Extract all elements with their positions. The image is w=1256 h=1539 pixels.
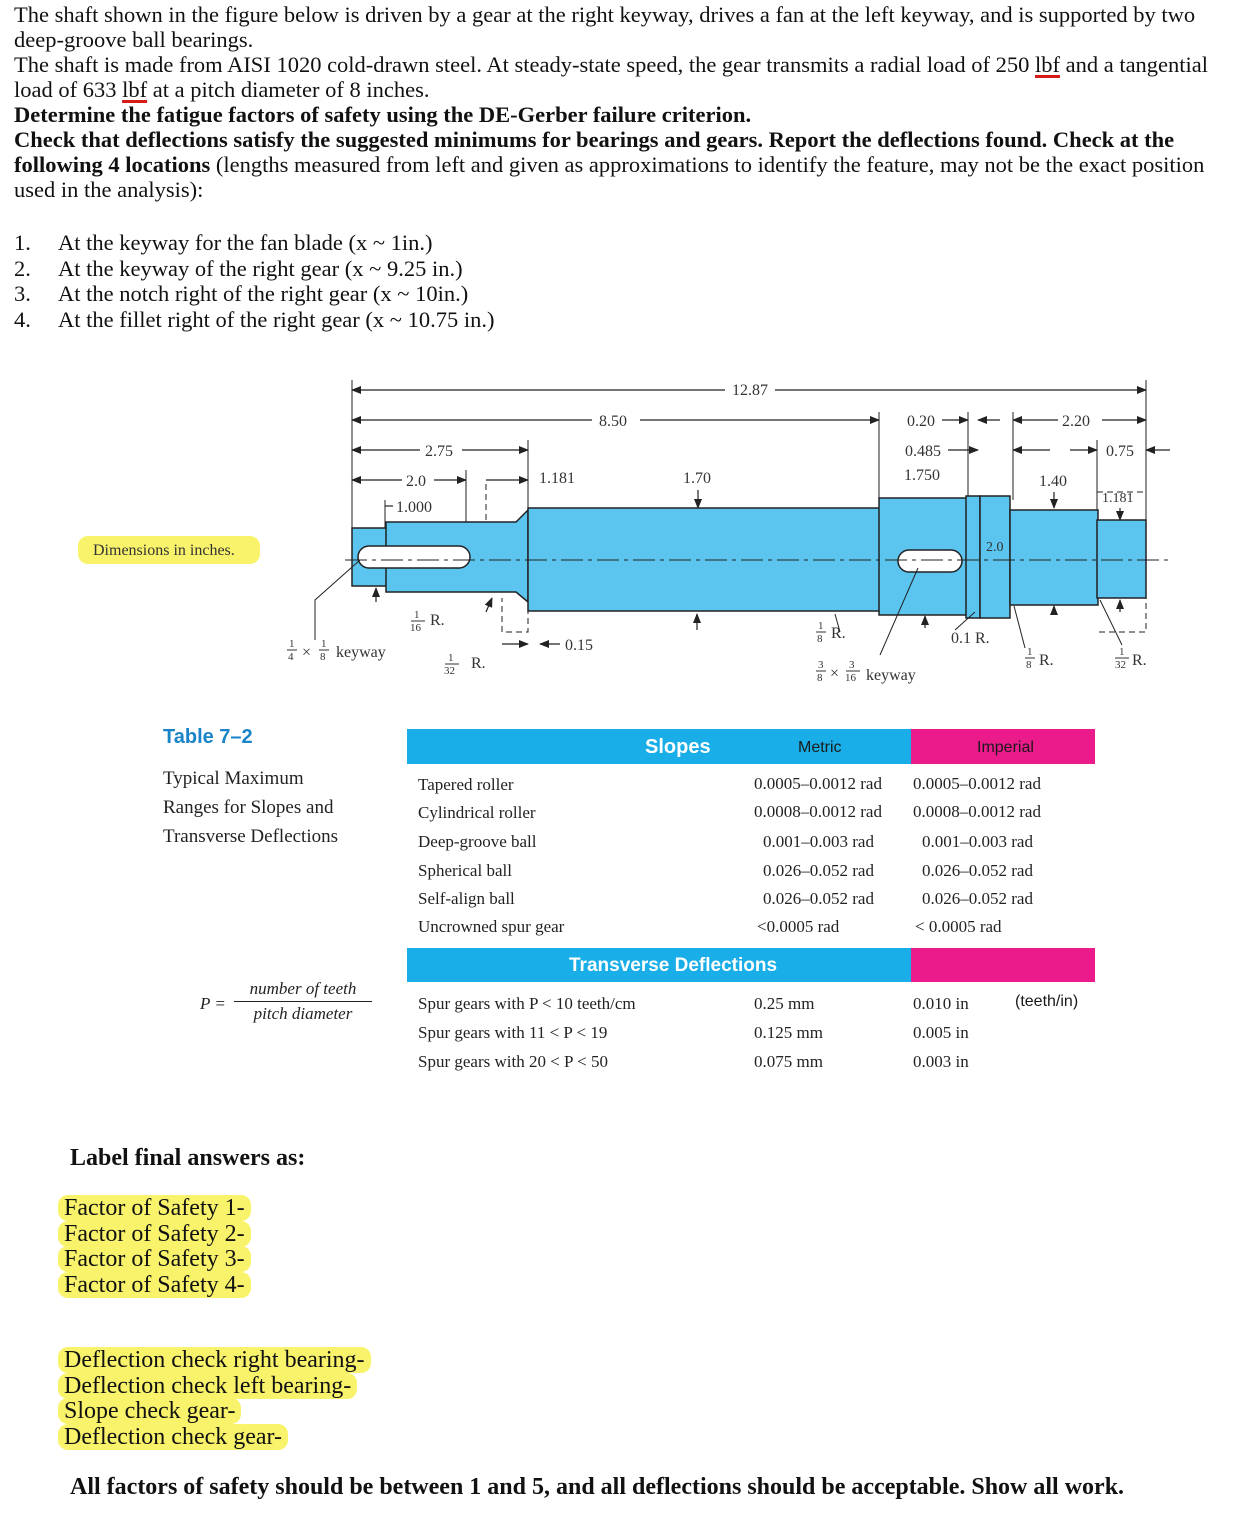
- label-final-answers: Label final answers as:: [70, 1145, 306, 1171]
- times-sign: ×: [830, 665, 840, 682]
- deflections-header: Transverse Deflections: [569, 955, 778, 976]
- dim-collar-20: 2.0: [986, 540, 1004, 555]
- fraction-denominator: 8: [320, 651, 326, 663]
- fos-label: Factor of Safety 4-: [58, 1272, 251, 1298]
- deflection-row-metric: 0.25 mm: [754, 994, 815, 1013]
- dim-overall-length: 12.87: [732, 382, 768, 399]
- table-caption-title: Table 7–2: [163, 726, 253, 748]
- deflection-row-imperial: 0.005 in: [913, 1023, 969, 1042]
- dim-140: 1.40: [1039, 473, 1067, 490]
- fraction-denominator: 4: [288, 651, 294, 663]
- fraction-numerator: 1: [289, 638, 295, 650]
- slope-row-name: Self-align ball: [418, 889, 515, 908]
- task-deflection: Check that deflections satisfy the suggested minimums for bearings and gears. Report the deflections found. Check at the following 4 locations: [14, 127, 1175, 177]
- intro-p2-start: The shaft is made from AISI 1020 cold-drawn steel. At steady-state speed, the gear transmits a radial load of 250: [14, 52, 1035, 77]
- dim-1000: 1.000: [396, 499, 432, 516]
- table-caption: [163, 764, 338, 851]
- pitch-formula-numerator: number of teeth: [234, 979, 372, 1002]
- location-text: At the fillet right of the right gear (x ~ 10.75 in.): [58, 306, 495, 332]
- slope-row-metric: 0.0008–0.0012 rad: [754, 802, 882, 821]
- dim-20: 2.0: [406, 473, 426, 490]
- slope-row-imperial: 0.026–0.052 rad: [922, 861, 1033, 880]
- check-label: Deflection check right bearing-: [58, 1347, 371, 1373]
- radius-label: R.: [831, 625, 846, 642]
- fraction-numerator: 1: [321, 638, 327, 650]
- radius-label: R.: [1132, 652, 1147, 669]
- deflection-row-metric: 0.075 mm: [754, 1052, 823, 1071]
- radius-label: R.: [430, 612, 445, 629]
- pitch-formula-symbol: P =: [200, 994, 226, 1013]
- slope-row-name: Deep-groove ball: [418, 832, 537, 851]
- keyway-label-left: keyway: [336, 644, 386, 661]
- caption-line: Ranges for Slopes and: [163, 797, 334, 818]
- intro-p2-end: at a pitch diameter of 8 inches.: [147, 77, 430, 102]
- intro-paragraph-2: [14, 52, 1250, 102]
- fos-label: Factor of Safety 1-: [58, 1195, 251, 1221]
- fraction-denominator: 32: [1115, 659, 1126, 671]
- location-item: [14, 230, 494, 256]
- slope-row-imperial: 0.0008–0.0012 rad: [913, 802, 1041, 821]
- intro-paragraph-4: [14, 127, 1250, 202]
- location-item: [14, 256, 494, 282]
- slope-row-imperial: 0.0005–0.0012 rad: [913, 774, 1041, 793]
- left-keyway: [358, 546, 470, 568]
- dim-015: 0.15: [565, 637, 593, 654]
- fos-label: Factor of Safety 3-: [58, 1246, 251, 1272]
- fraction-denominator: 8: [817, 633, 823, 645]
- pitch-formula-fraction: [234, 979, 372, 1024]
- location-text: At the keyway for the fan blade (x ~ 1in.): [58, 230, 433, 255]
- dim-1181-left: 1.181: [539, 470, 575, 487]
- fraction-numerator: 1: [1119, 646, 1125, 658]
- slope-row-metric: 0.001–0.003 rad: [763, 832, 874, 851]
- location-item: [14, 307, 494, 333]
- footer-instructions: All factors of safety should be between 1 and 5, and all deflections should be acceptable. Show all work.: [70, 1474, 1125, 1500]
- location-number: 4.: [14, 306, 31, 332]
- dim-0485: 0.485: [905, 443, 941, 460]
- location-number: 2.: [14, 255, 31, 281]
- location-text: At the notch right of the right gear (x ~ 10in.): [58, 281, 469, 306]
- dim-275: 2.75: [425, 443, 453, 460]
- location-list: [14, 230, 494, 332]
- slope-row-name: Cylindrical roller: [418, 803, 536, 822]
- slope-row-metric: <0.0005 rad: [757, 917, 840, 936]
- fos-label: Factor of Safety 2-: [58, 1221, 251, 1247]
- fraction-denominator: 8: [817, 672, 823, 684]
- fraction-denominator: 8: [1026, 659, 1032, 671]
- shaft-body: [352, 496, 1146, 618]
- slope-row-name: Spherical ball: [418, 861, 512, 880]
- check-label: Deflection check gear-: [58, 1424, 288, 1450]
- unit-lbf-2: lbf: [122, 77, 148, 102]
- dim-850: 8.50: [599, 413, 627, 430]
- keyway-label-right: keyway: [866, 667, 916, 684]
- fraction-numerator: 3: [849, 659, 855, 671]
- slope-row-name: Tapered roller: [418, 775, 514, 794]
- factor-of-safety-list: [58, 1196, 251, 1298]
- check-label: Deflection check left bearing-: [58, 1373, 357, 1399]
- imperial-header: Imperial: [977, 739, 1034, 756]
- right-keyway: [898, 550, 962, 572]
- dim-170: 1.70: [683, 470, 711, 487]
- slope-row-metric: 0.026–0.052 rad: [763, 861, 874, 880]
- deflection-check-list: [58, 1348, 371, 1450]
- teeth-per-inch-note: (teeth/in): [1015, 993, 1079, 1010]
- deflection-row-metric: 0.125 mm: [754, 1023, 823, 1042]
- problem-statement: [14, 2, 1250, 202]
- radius-label: R.: [1039, 652, 1054, 669]
- fraction-denominator: 16: [410, 622, 421, 634]
- location-text: At the keyway of the right gear (x ~ 9.25 in.): [58, 255, 463, 281]
- slope-row-metric: 0.026–0.052 rad: [763, 889, 874, 908]
- caption-line: Typical Maximum: [163, 768, 304, 789]
- fraction-denominator: 16: [845, 672, 856, 684]
- slope-row-name: Uncrowned spur gear: [418, 917, 565, 936]
- slope-row-imperial: 0.001–0.003 rad: [922, 832, 1033, 851]
- slope-row-imperial: 0.026–0.052 rad: [922, 889, 1033, 908]
- slopes-header: Slopes: [645, 736, 711, 758]
- times-sign: ×: [302, 644, 312, 661]
- dim-1750: 1.750: [904, 467, 940, 484]
- dim-075: 0.75: [1106, 443, 1134, 460]
- radius-label: 0.1 R.: [951, 630, 990, 647]
- deflection-row-name: Spur gears with 20 < P < 50: [418, 1052, 608, 1071]
- location-number: 3.: [14, 281, 31, 306]
- deflection-row-name: Spur gears with 11 < P < 19: [418, 1023, 608, 1042]
- fraction-numerator: 1: [414, 609, 420, 621]
- shaft-drawing: [0, 370, 1256, 700]
- caption-line: Transverse Deflections: [163, 826, 339, 847]
- fraction-numerator: 3: [818, 659, 824, 671]
- deflections-imperial-bar: [911, 948, 1095, 982]
- slope-row-metric: 0.0005–0.0012 rad: [754, 774, 882, 793]
- intro-p2-middle: and a tangential load of 633: [14, 52, 1209, 102]
- fraction-denominator: 32: [444, 665, 455, 677]
- deflection-row-name: Spur gears with P < 10 teeth/cm: [418, 994, 636, 1013]
- dim-1181-right: 1.181: [1102, 491, 1134, 506]
- deflection-row-imperial: 0.010 in: [913, 994, 969, 1013]
- metric-header: Metric: [798, 739, 842, 756]
- dim-220: 2.20: [1062, 413, 1090, 430]
- location-number: 1.: [14, 230, 31, 255]
- fraction-numerator: 1: [448, 652, 454, 664]
- intro-paragraph-3: [14, 102, 1250, 127]
- check-label: Slope check gear-: [58, 1398, 241, 1424]
- fraction-numerator: 1: [818, 620, 824, 632]
- unit-lbf-1: lbf: [1034, 52, 1060, 77]
- fraction-numerator: 1: [1027, 646, 1033, 658]
- intro-paragraph-1: The shaft shown in the figure below is driven by a gear at the right keyway, drives a fan at the left keyway, and is supported by two deep-groove ball bearings.: [14, 2, 1196, 52]
- radius-label: R.: [471, 655, 486, 672]
- dimensions-note: Dimensions in inches.: [93, 542, 235, 559]
- task-fatigue: Determine the fatigue factors of safety using the DE-Gerber failure criterion.: [14, 102, 752, 127]
- task-deflection-note: (lengths measured from left and given as approximations to identify the feature, may not be the exact position used in the analysis):: [14, 152, 1205, 202]
- deflection-row-imperial: 0.003 in: [913, 1052, 969, 1071]
- dim-020: 0.20: [907, 413, 935, 430]
- pitch-formula-denominator: pitch diameter: [253, 1004, 353, 1023]
- slope-row-imperial: < 0.0005 rad: [915, 917, 1002, 936]
- location-item: [14, 281, 494, 307]
